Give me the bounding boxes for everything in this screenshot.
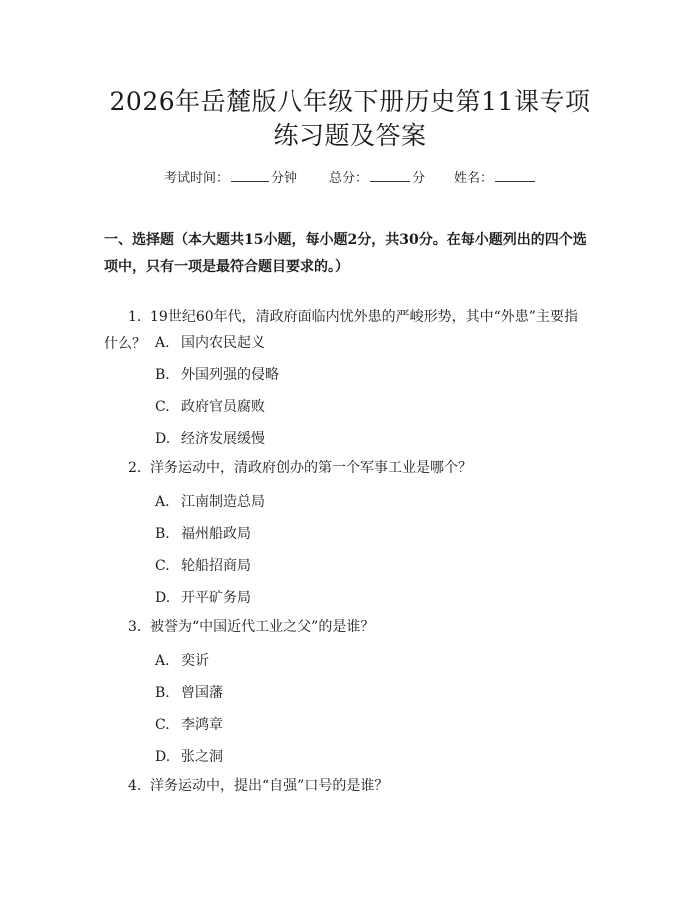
question-1-text: 19世纪60年代，清政府面临内忧外患的严峻形势，其中“外患”主要指 bbox=[150, 309, 578, 325]
option-text: 经济发展缓慢 bbox=[181, 431, 265, 447]
document-title-line-1: 2026年岳麓版八年级下册历史第11课专项 bbox=[109, 87, 591, 116]
document-title-line-2: 练习题及答案 bbox=[273, 121, 427, 150]
total-score-unit: 分 bbox=[412, 171, 426, 186]
question-2 bbox=[104, 455, 629, 482]
question-2-number: 2. bbox=[128, 460, 142, 476]
question-1-line-2: 什么？ bbox=[104, 336, 146, 352]
question-3-line-1 bbox=[104, 614, 629, 641]
option-letter: A. bbox=[155, 494, 170, 510]
question-4-line-1 bbox=[104, 773, 629, 800]
question-2-line-1 bbox=[104, 455, 629, 482]
exam-time-field bbox=[164, 168, 297, 189]
option-text: 国内农民起义 bbox=[181, 335, 265, 351]
option-letter: C. bbox=[155, 717, 170, 733]
q2-option-a[interactable] bbox=[155, 492, 265, 512]
option-letter: B. bbox=[155, 367, 170, 383]
option-letter: D. bbox=[155, 590, 171, 606]
option-text: 李鸿章 bbox=[181, 717, 223, 733]
option-letter: B. bbox=[155, 685, 170, 701]
question-1-number: 1. bbox=[128, 309, 142, 325]
q3-option-d[interactable] bbox=[155, 747, 223, 767]
exam-time-blank bbox=[231, 168, 269, 182]
option-text: 轮船招商局 bbox=[181, 558, 251, 574]
q1-option-d[interactable] bbox=[155, 429, 265, 449]
option-text: 福州船政局 bbox=[181, 526, 251, 542]
exam-time-unit: 分钟 bbox=[271, 171, 298, 186]
option-text: 曾国藩 bbox=[181, 685, 223, 701]
option-letter: A. bbox=[155, 653, 170, 669]
q1-option-c[interactable] bbox=[155, 397, 265, 417]
option-letter: D. bbox=[155, 749, 171, 765]
q3-option-c[interactable] bbox=[155, 715, 223, 735]
student-name-label: 姓名： bbox=[454, 171, 494, 186]
total-score-label: 总分： bbox=[329, 171, 369, 186]
option-letter: B. bbox=[155, 526, 170, 542]
q2-option-d[interactable] bbox=[155, 588, 251, 608]
student-name-blank bbox=[495, 168, 535, 182]
question-3-number: 3. bbox=[128, 619, 142, 635]
student-name-field bbox=[454, 168, 537, 189]
exam-info-row bbox=[150, 168, 570, 188]
q3-option-a[interactable] bbox=[155, 651, 209, 671]
option-text: 奕䜣 bbox=[181, 653, 209, 669]
section-heading-line-1: 一、选择题（本大题共15小题，每小题2分，共30分。在每小题列出的四个选 bbox=[104, 232, 587, 248]
q2-option-b[interactable] bbox=[155, 524, 251, 544]
question-4-text: 洋务运动中，提出“自强”口号的是谁？ bbox=[150, 778, 389, 794]
option-text: 开平矿务局 bbox=[181, 590, 251, 606]
option-letter: C. bbox=[155, 558, 170, 574]
q1-option-a[interactable] bbox=[155, 333, 265, 353]
section-heading-line-2: 项中，只有一项是最符合题目要求的。） bbox=[104, 259, 349, 275]
option-text: 政府官员腐败 bbox=[181, 399, 265, 415]
option-letter: C. bbox=[155, 399, 170, 415]
question-4-number: 4. bbox=[128, 778, 142, 794]
total-score-field bbox=[329, 168, 425, 189]
q3-option-b[interactable] bbox=[155, 683, 223, 703]
total-score-blank bbox=[370, 168, 410, 182]
q2-option-c[interactable] bbox=[155, 556, 251, 576]
question-3 bbox=[104, 614, 629, 641]
question-3-text: 被誉为“中国近代工业之父”的是谁？ bbox=[150, 619, 375, 635]
question-2-text: 洋务运动中，清政府创办的第一个军事工业是哪个？ bbox=[150, 460, 472, 476]
q1-option-b[interactable] bbox=[155, 365, 279, 385]
option-letter: D. bbox=[155, 431, 171, 447]
section-heading bbox=[104, 227, 629, 281]
option-text: 张之洞 bbox=[181, 749, 223, 765]
option-text: 外国列强的侵略 bbox=[181, 367, 279, 383]
option-text: 江南制造总局 bbox=[181, 494, 265, 510]
option-letter: A. bbox=[155, 335, 170, 351]
question-1-line-1 bbox=[104, 304, 629, 331]
question-4 bbox=[104, 773, 629, 800]
exam-time-label: 考试时间： bbox=[164, 171, 230, 186]
